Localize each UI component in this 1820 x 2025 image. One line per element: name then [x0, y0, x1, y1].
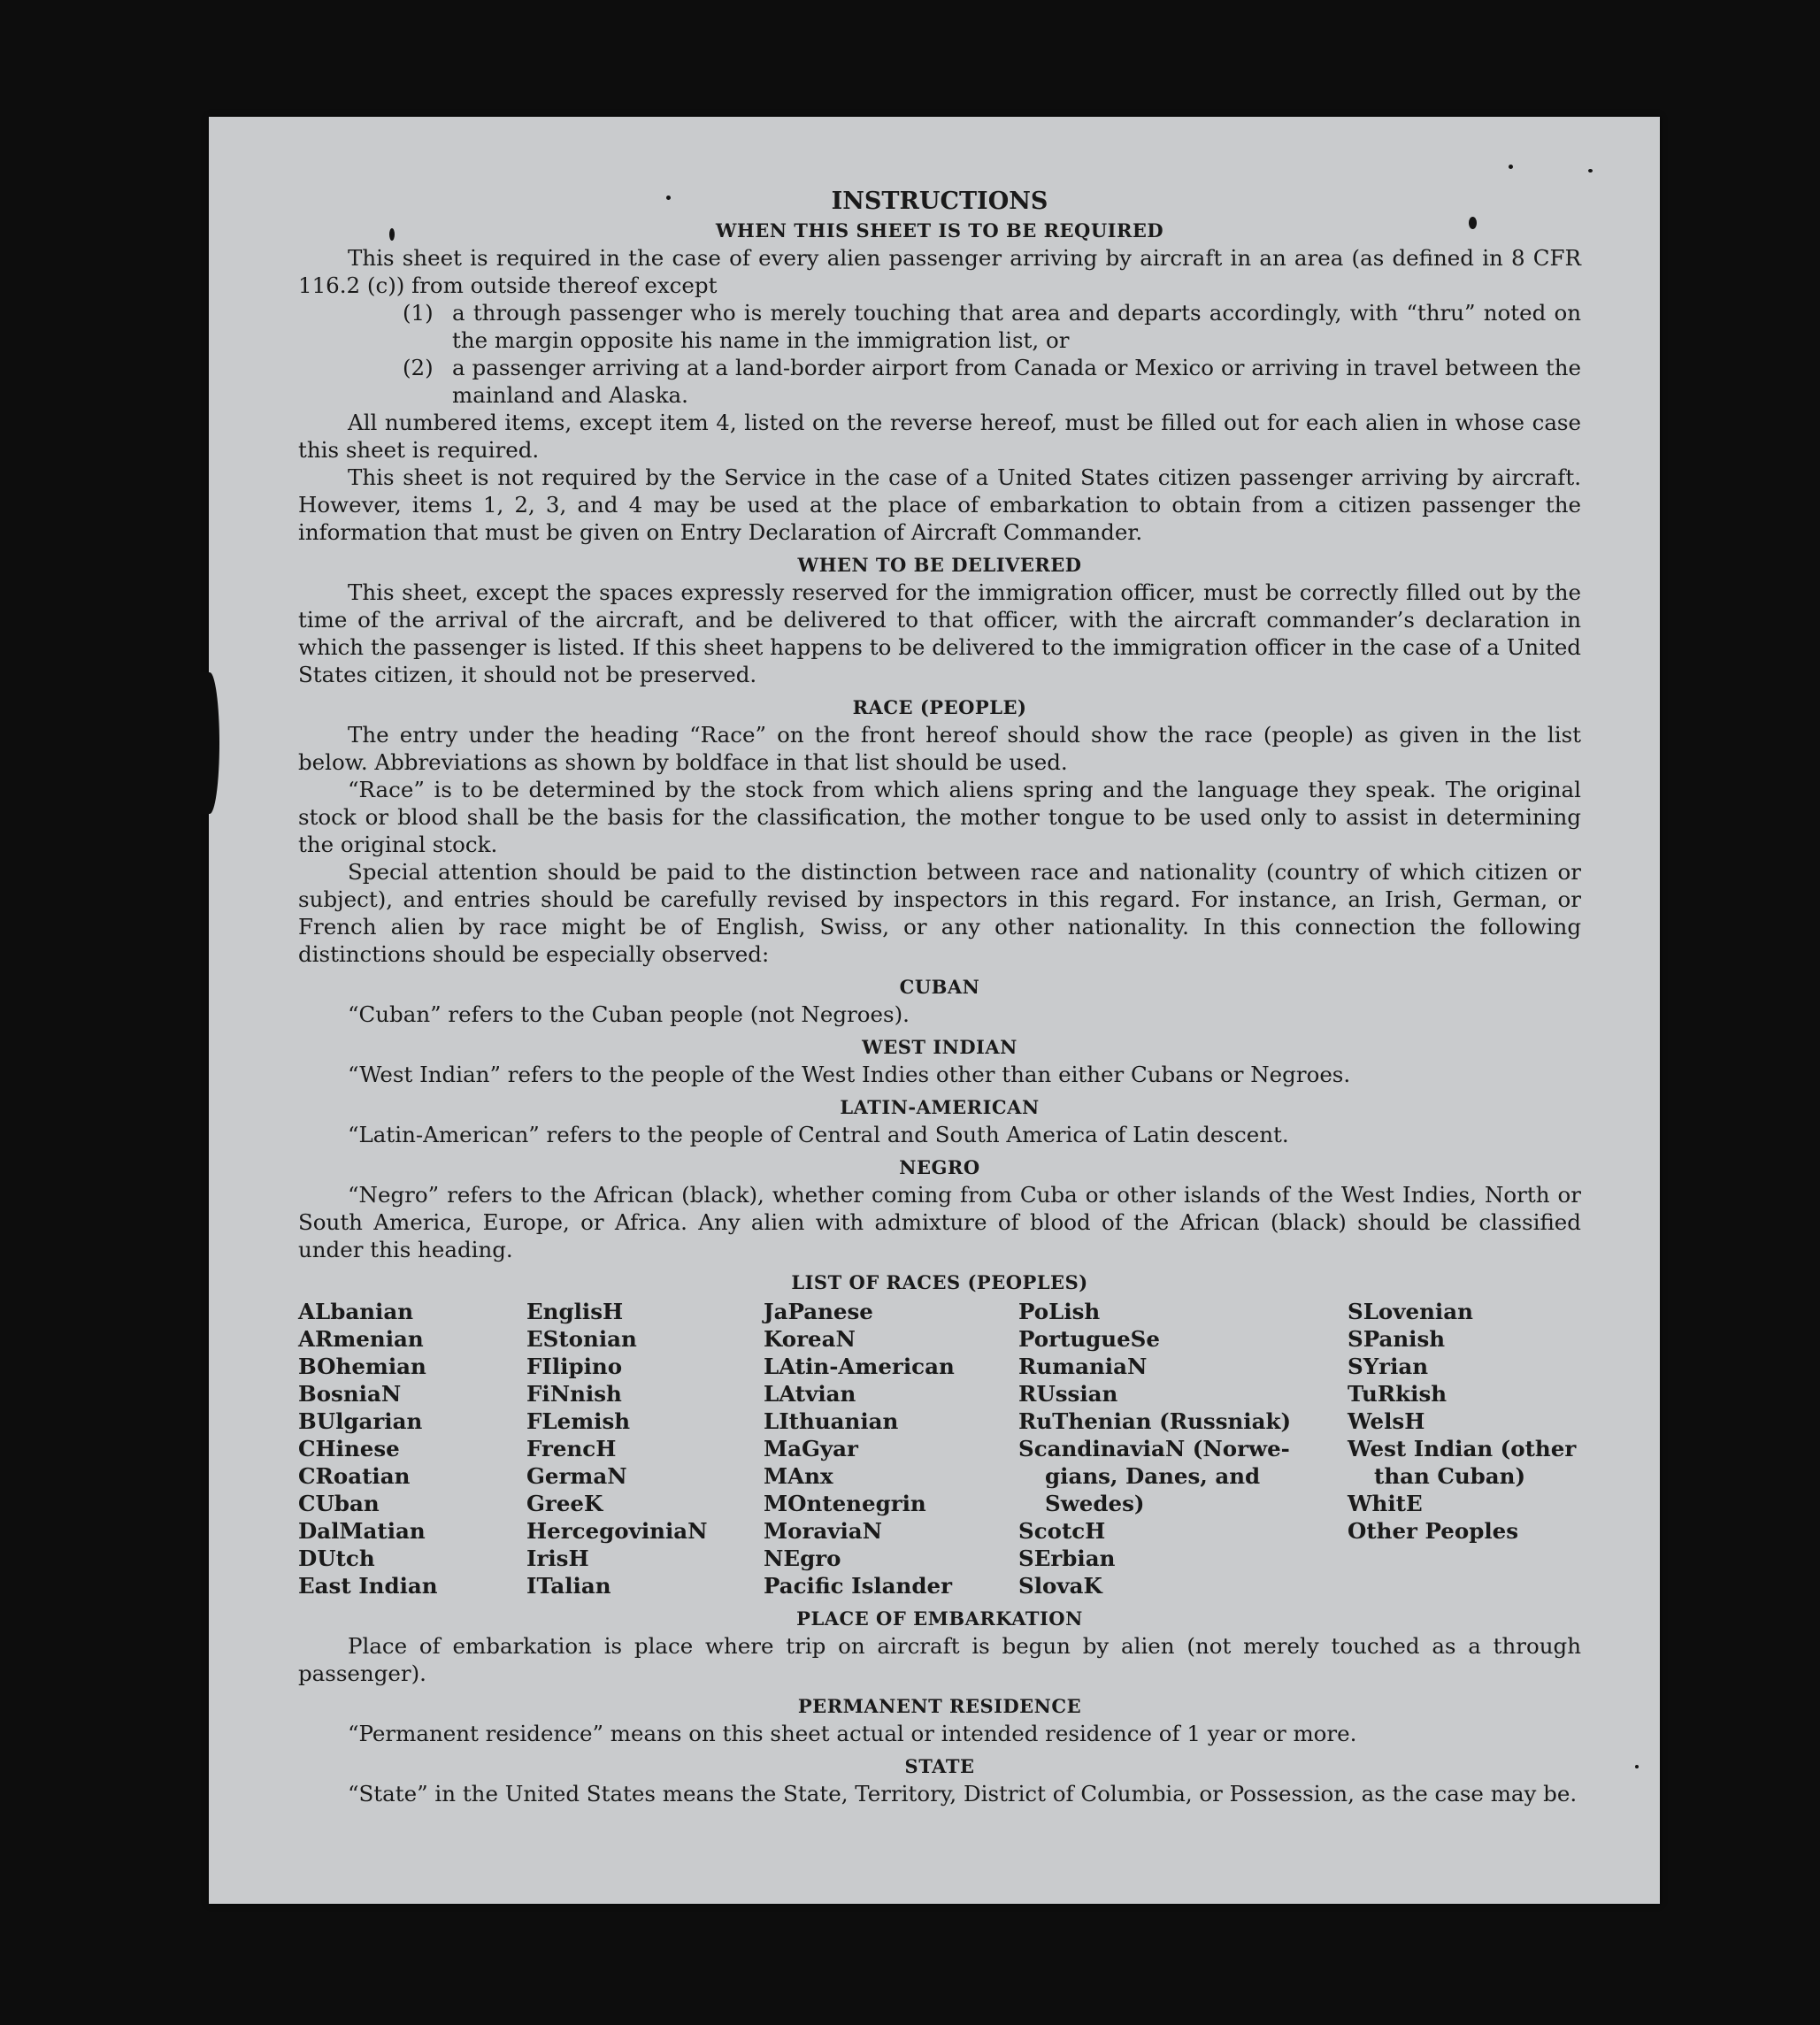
heading-permanent-residence: PERMANENT RESIDENCE	[797, 1695, 1082, 1717]
race-entry: Swedes)	[1045, 1491, 1145, 1516]
delivered-paragraph: This sheet, except the spaces expressly reserved for the immigration officer, must be correctly filled out by the time of the arrival of the aircraft, and be delivered to that officer, with the aircraft commander’s declaration in which the passenger is listed. If this sheet happens to be delivered to the immigration officer in the case of a United States citizen, it should not be preserved.	[298, 579, 1581, 687]
instructions-document	[298, 188, 1581, 1807]
race-entry: BUlgarian	[298, 1408, 423, 1434]
race-entry: DalMatian	[298, 1518, 426, 1544]
page-title: INSTRUCTIONS	[831, 188, 1048, 215]
race-entry: East Indian	[298, 1573, 438, 1599]
heading-when-delivered: WHEN TO BE DELIVERED	[797, 554, 1082, 576]
race-entry: ARmenian	[298, 1326, 424, 1352]
exception-text: a passenger arriving at a land-border airport from Canada or Mexico or arriving in travel between the mainland and Alaska.	[452, 355, 1581, 408]
race-entry: GreeK	[526, 1491, 603, 1516]
embarkation-paragraph: Place of embarkation is place where trip on aircraft is begun by alien (not merely touched as a through passenger).	[298, 1633, 1581, 1686]
race-entry: CHinese	[298, 1436, 400, 1461]
race-entry: FiNnish	[526, 1381, 622, 1407]
race-entry: MoraviaN	[764, 1518, 883, 1544]
speck	[1635, 1765, 1639, 1768]
race-entry: Other Peoples	[1348, 1518, 1519, 1544]
race-entry: KoreaN	[764, 1326, 856, 1352]
heading-cuban: CUBAN	[899, 976, 980, 998]
sheet-edge-tear	[200, 672, 219, 814]
exception-text: a through passenger who is merely touching that area and departs accordingly, with “thru” noted on the margin opposite his name in the immigration list, or	[452, 300, 1581, 353]
state-paragraph: “State” in the United States means the State, Territory, District of Columbia, or Possession, as the case may be.	[348, 1781, 1578, 1806]
heading-list-of-races: LIST OF RACES (PEOPLES)	[791, 1271, 1088, 1293]
race-entry: MAnx	[764, 1463, 833, 1489]
race-entry: FrencH	[526, 1436, 617, 1461]
race-entry: PoLish	[1018, 1299, 1101, 1324]
race-paragraph-3: Special attention should be paid to the distinction between race and nationality (country of which citizen or subject), and entries should be carefully revised by inspectors in this regard. For instance, an Irish, German, or French alien by race might be of English, Swiss, or any other nationality. In this connection the following distinctions should be especially observed:	[298, 859, 1581, 967]
race-column	[526, 1298, 764, 1599]
heading-negro: NEGRO	[899, 1156, 980, 1178]
required-paragraph-citizen: This sheet is not required by the Service in the case of a United States citizen passenger arriving by aircraft. However, items 1, 2, 3, and 4 may be used at the place of embarkation to obtain from a citizen passenger the information that must be given on Entry Declaration of Aircraft Commander.	[298, 464, 1581, 545]
residence-paragraph: “Permanent residence” means on this sheet actual or intended residence of 1 year or more.	[348, 1721, 1357, 1746]
race-entry: SYrian	[1348, 1354, 1429, 1379]
race-entry: SlovaK	[1018, 1573, 1102, 1599]
race-entry: RumaniaN	[1018, 1354, 1148, 1379]
race-entry: WhitE	[1348, 1491, 1423, 1516]
race-entry: than Cuban)	[1374, 1463, 1526, 1489]
race-column	[1018, 1298, 1348, 1599]
race-entry: ITalian	[526, 1573, 611, 1599]
race-entry: EnglisH	[526, 1299, 624, 1324]
race-column	[298, 1298, 526, 1599]
required-paragraph-items: All numbered items, except item 4, listed on the reverse hereof, must be filled out for each alien in whose case this sheet is required.	[298, 410, 1581, 463]
speck	[1588, 169, 1593, 173]
race-entry: RUssian	[1018, 1381, 1118, 1407]
latin-american-paragraph: “Latin-American” refers to the people of Central and South America of Latin descent.	[348, 1122, 1289, 1147]
race-paragraph-2: “Race” is to be determined by the stock from which aliens spring and the language they speak. The original stock or blood shall be the basis for the classification, the mother tongue to be used only to assist in determining the original stock.	[298, 777, 1581, 857]
race-entry: BosniaN	[298, 1381, 402, 1407]
west-indian-paragraph: “West Indian” refers to the people of the West Indies other than either Cubans or Negroes.	[348, 1062, 1351, 1087]
race-entry: SPanish	[1348, 1326, 1446, 1352]
negro-paragraph: “Negro” refers to the African (black), whether coming from Cuba or other islands of the West Indies, North or South America, Europe, or Africa. Any alien with admixture of blood of the African (black) should be classified under this heading.	[298, 1182, 1581, 1262]
race-entry: MOntenegrin	[764, 1491, 926, 1516]
race-entry: BOhemian	[298, 1354, 426, 1379]
exception-item	[403, 299, 1581, 354]
heading-place-of-embarkation: PLACE OF EMBARKATION	[796, 1607, 1083, 1630]
race-entry: SLovenian	[1348, 1299, 1473, 1324]
heading-latin-american: LATIN-AMERICAN	[840, 1096, 1040, 1118]
heading-race: RACE (PEOPLE)	[852, 696, 1027, 718]
required-intro: This sheet is required in the case of every alien passenger arriving by aircraft in an area (as defined in 8 CFR 116.2 (c)) from outside thereof except	[298, 245, 1581, 298]
race-entry: CUban	[298, 1491, 380, 1516]
race-entry: DUtch	[298, 1546, 375, 1571]
speck	[1509, 165, 1513, 169]
race-column	[764, 1298, 1018, 1599]
race-list	[298, 1298, 1581, 1599]
race-entry: WelsH	[1348, 1408, 1425, 1434]
race-entry: MaGyar	[764, 1436, 858, 1461]
race-entry: ScandinaviaN (Norwe-	[1018, 1436, 1290, 1461]
exception-number: (2)	[403, 355, 434, 380]
race-entry: Pacific Islander	[764, 1573, 952, 1599]
race-entry: TuRkish	[1348, 1381, 1448, 1407]
race-entry: GermaN	[526, 1463, 627, 1489]
heading-when-required: WHEN THIS SHEET IS TO BE REQUIRED	[715, 219, 1164, 242]
race-entry: IrisH	[526, 1546, 589, 1571]
race-entry: gians, Danes, and	[1045, 1463, 1261, 1489]
race-entry: JaPanese	[764, 1299, 873, 1324]
cuban-paragraph: “Cuban” refers to the Cuban people (not Negroes).	[348, 1001, 910, 1027]
heading-west-indian: WEST INDIAN	[862, 1036, 1018, 1058]
race-entry: CRoatian	[298, 1463, 411, 1489]
race-paragraph-1: The entry under the heading “Race” on the front hereof should show the race (people) as given in the list below. Abbreviations as shown by boldface in that list should be used.	[298, 722, 1581, 775]
race-entry: West Indian (other	[1348, 1436, 1577, 1461]
race-entry: EStonian	[526, 1326, 637, 1352]
race-entry: HercegoviniaN	[526, 1518, 708, 1544]
race-column	[1348, 1298, 1581, 1599]
race-entry: PortugueSe	[1018, 1326, 1160, 1352]
heading-state: STATE	[904, 1755, 975, 1777]
race-entry: LAtin-American	[764, 1354, 955, 1379]
race-entry: FIlipino	[526, 1354, 623, 1379]
race-entry: ALbanian	[298, 1299, 414, 1324]
race-entry: LAtvian	[764, 1381, 856, 1407]
exception-item	[403, 354, 1581, 409]
race-entry: ScotcH	[1018, 1518, 1106, 1544]
race-entry: SErbian	[1018, 1546, 1116, 1571]
race-entry: RuThenian (Russniak)	[1018, 1408, 1292, 1434]
exception-number: (1)	[403, 300, 434, 326]
race-entry: FLemish	[526, 1408, 631, 1434]
race-entry: LIthuanian	[764, 1408, 899, 1434]
race-entry: NEgro	[764, 1546, 841, 1571]
